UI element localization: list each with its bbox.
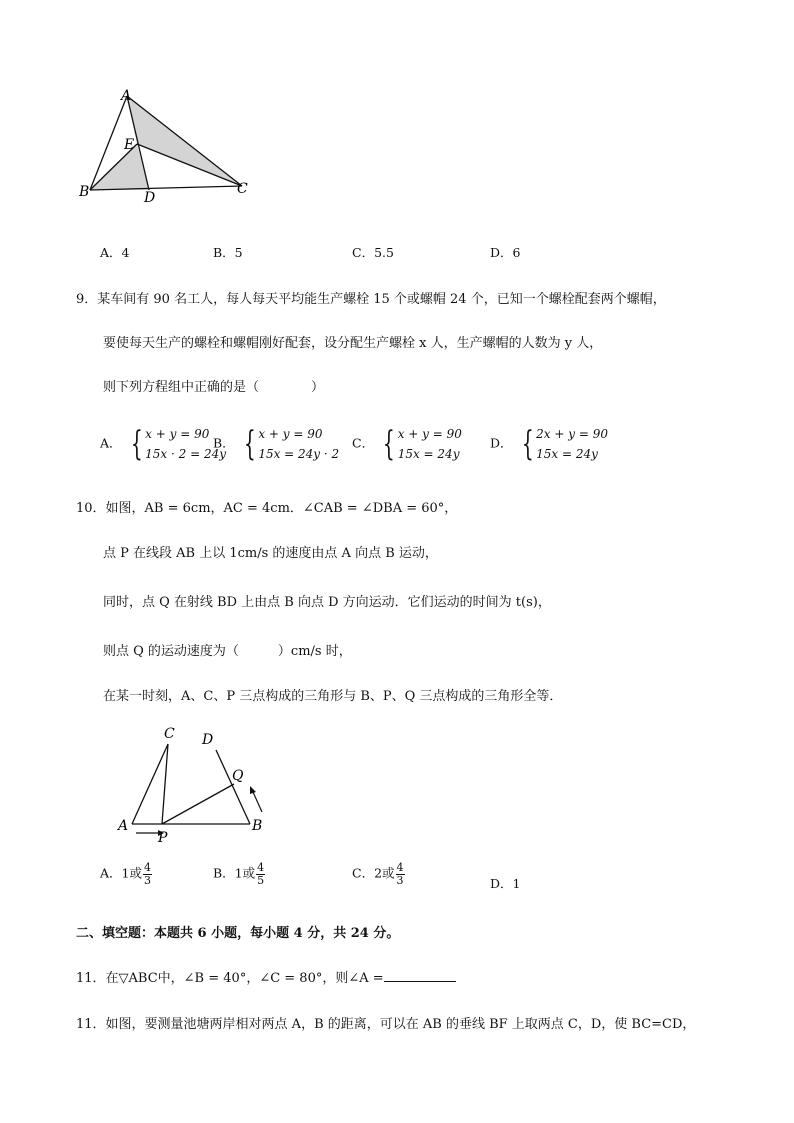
q9-line-2: 要使每天生产的螺栓和螺帽刚好配套，设分配生产螺栓 x 人，生产螺帽的人数为 y 人， [103,336,603,351]
q9-option-d-eq2: 15x = 24y [536,447,598,461]
fraction-numerator: 4 [257,861,265,874]
q8-option-b[interactable]: B．5 [213,245,243,260]
fraction-numerator: 4 [143,861,151,874]
q10-option-b-letter: B．1或 [213,865,256,881]
q9-option-b[interactable]: B． { x + y = 90 15x = 24y · 2 [213,424,340,464]
label-b: B [79,184,90,200]
q10-option-c[interactable] [352,862,405,886]
q9-option-b-eq1: x + y = 90 [258,427,323,441]
q9-option-d-letter: D． [490,435,513,451]
q9-line-1: 9．某车间有 90 名工人，每人每天平均能生产螺栓 15 个或螺帽 24 个，已知一个螺栓配套两个螺帽， [76,292,666,307]
q9-option-a-letter: A． [100,435,122,451]
q10-option-a[interactable] [100,862,152,886]
label-c: C [164,726,175,742]
q9-line-3: 则下列方程组中正确的是（ ） [103,380,325,395]
q10-line-5: 在某一时刻，A、C、P 三点构成的三角形与 B、P、Q 三点构成的三角形全等． [103,689,563,704]
q9-option-c-eq2: 15x = 24y [397,447,460,461]
label-a: A [121,88,132,104]
q10-line-3: 同时，点 Q 在射线 BD 上由点 B 向点 D 方向运动．它们运动的时间为 t(s)， [103,595,551,610]
q8-option-a[interactable]: A．4 [100,245,130,260]
q10-option-d[interactable] [490,874,520,892]
q10-option-c-letter: C．2或 [352,865,395,881]
label-p: P [158,830,168,845]
q10-line-2: 点 P 在线段 AB 上以 1cm/s 的速度由点 A 向点 B 运动， [103,546,438,561]
q9-option-d-eq1: 2x + y = 90 [536,427,608,441]
label-q: Q [232,768,244,784]
q9-option-c-eq1: x + y = 90 [397,427,462,441]
label-b: B [252,818,263,834]
fraction-denominator: 3 [396,873,404,887]
q10-option-a-letter: A．1或 [100,865,142,881]
q8-option-c[interactable]: C．5.5 [352,245,394,260]
triangle-figure-q8 [70,86,270,210]
q8-option-d[interactable]: D．6 [490,245,521,260]
figure-q10 [110,720,280,845]
label-d: D [202,732,214,748]
fraction-denominator: 3 [143,873,151,887]
label-a: A [118,818,129,834]
q9-option-b-letter: B． [213,435,235,451]
q11-fill-blank [76,967,456,986]
q10-option-b[interactable] [213,862,265,886]
fraction-denominator: 5 [257,873,265,887]
answer-blank[interactable] [384,969,456,982]
q9-option-b-eq2: 15x = 24y · 2 [258,447,340,461]
label-d: D [144,190,156,206]
q9-option-c[interactable]: C． { x + y = 90 15x = 24y [352,424,462,464]
q10-option-d-letter: D．1 [490,876,521,891]
q10-line-4: 则点 Q 的运动速度为（ ）cm/s 时， [103,644,352,659]
q9-option-c-letter: C． [352,435,375,451]
q9-option-d[interactable]: D． { 2x + y = 90 15x = 24y [490,424,608,464]
section-2-title: 二、填空题：本题共 6 小题，每小题 4 分，共 24 分。 [76,926,400,941]
q9-option-a[interactable]: A． { x + y = 90 15x · 2 = 24y [100,424,227,464]
label-c: C [237,181,248,197]
q11-second-line: 11．如图，要测量池塘两岸相对两点 A，B 的距离，可以在 AB 的垂线 BF 上取两点 C，D，使 BC=CD， [76,1017,696,1032]
q9-option-a-eq1: x + y = 90 [145,427,210,441]
fraction-numerator: 4 [396,861,404,874]
label-e: E [124,137,135,153]
q10-line-1: 10．如图，AB = 6cm，AC = 4cm．∠CAB = ∠DBA = 60°， [76,501,458,516]
q11-text: 11．在▽ABC中，∠B = 40°，∠C = 80°，则∠A = [76,971,384,986]
q9-option-a-eq2: 15x · 2 = 24y [145,447,227,461]
